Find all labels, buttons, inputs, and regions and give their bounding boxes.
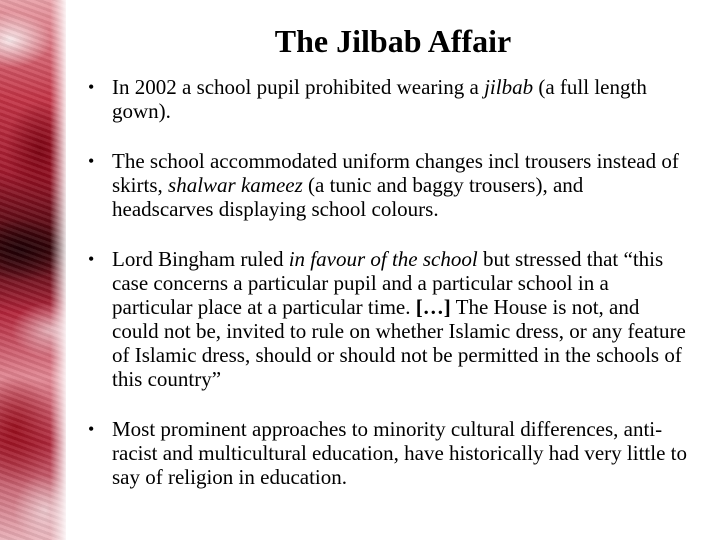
bullet-item: [88, 75, 688, 123]
bullet-dot-icon: •: [88, 249, 95, 269]
bullet-dot-icon: •: [88, 151, 95, 171]
bullet-text: [112, 247, 686, 391]
bullet-item: [88, 247, 688, 391]
text-run: Most prominent approaches to minority cultural differences, anti-racist and multicultural education, have historically had very little to say of religion in education.: [112, 417, 687, 489]
italic-text-run: jilbab: [484, 75, 534, 99]
bullet-text: [112, 149, 679, 221]
bullet-dot-icon: •: [88, 419, 95, 439]
bold-text-run: […]: [415, 295, 451, 319]
text-run: (a full length gown).: [112, 75, 647, 123]
text-run: In 2002 a school pupil prohibited wearing a: [112, 75, 485, 99]
bullet-dot-icon: •: [88, 77, 95, 97]
bullet-item: [88, 149, 688, 221]
italic-text-run: shalwar kameez: [168, 173, 303, 197]
text-run: The House is not, and could not be, invited to rule on whether Islamic dress, or any feature of Islamic dress, should or should not be permitted in the schools of this country”: [112, 295, 686, 391]
bullet-list: [88, 75, 688, 515]
text-run: (a tunic and baggy trousers), and headscarves displaying school colours.: [112, 173, 584, 221]
text-run: Lord Bingham ruled: [112, 247, 289, 271]
side-strip-fade: [50, 0, 68, 540]
text-run: The school accommodated uniform changes incl trousers instead of skirts,: [112, 149, 679, 197]
bullet-text: [112, 417, 687, 489]
italic-text-run: in favour of the school: [288, 247, 478, 271]
bullet-item: [88, 417, 688, 489]
slide-title: The Jilbab Affair: [274, 23, 512, 59]
bullet-text: [112, 75, 647, 123]
text-run: but stressed that “this case concerns a particular pupil and a particular school in a particular place at a particular time.: [112, 247, 664, 319]
